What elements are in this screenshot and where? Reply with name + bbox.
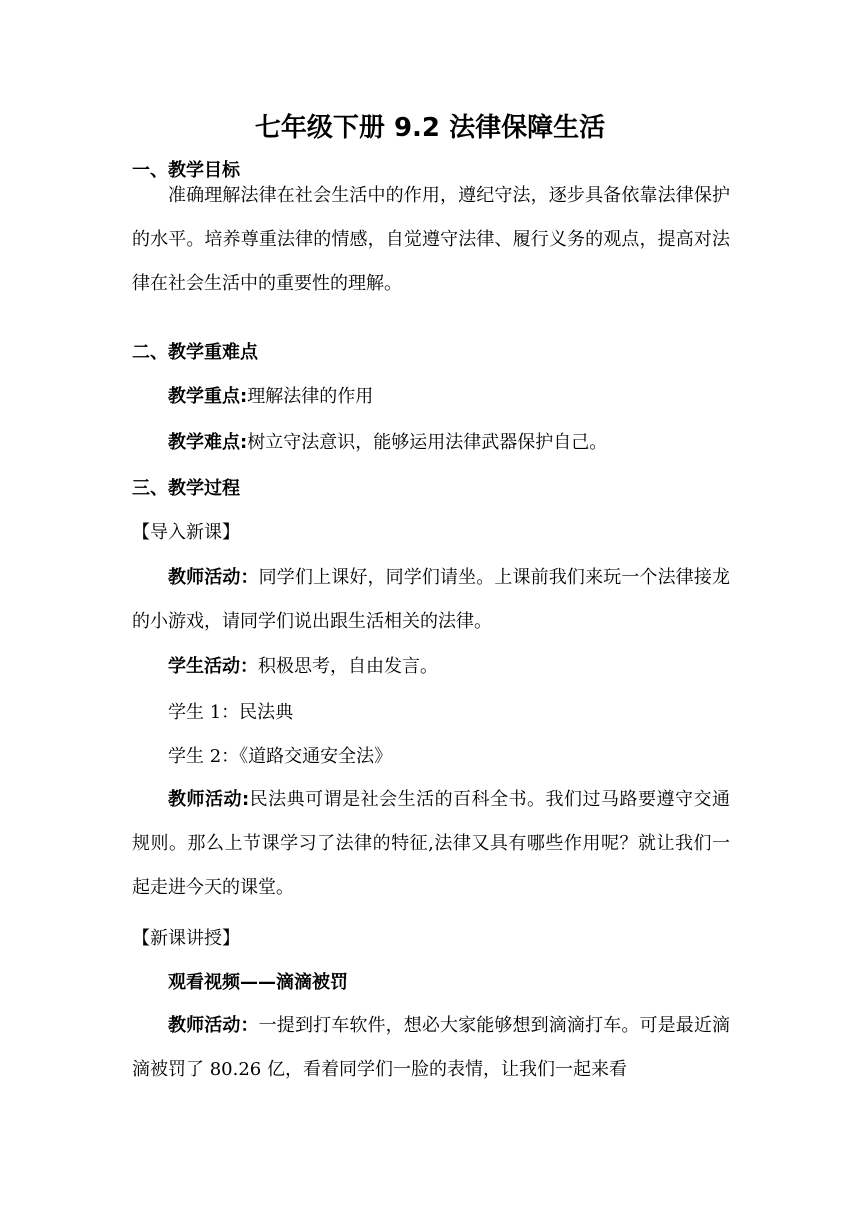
- intro-bracket-heading: 【导入新课】: [132, 522, 240, 543]
- difficult-point-line: [168, 430, 607, 456]
- student-activity-line: [168, 654, 438, 680]
- key-point-label: 教学重点:: [168, 386, 248, 407]
- teacher-activity-2-label: 教师活动:: [168, 789, 250, 810]
- difficult-point-label: 教学难点:: [168, 432, 248, 453]
- section-heading-teaching-process: 三、教学过程: [132, 478, 240, 499]
- video-heading: 观看视频——滴滴被罚: [168, 972, 348, 993]
- teacher-activity-1-label: 教师活动：: [168, 567, 259, 588]
- student-1-line: 学生 1：民法典: [168, 702, 294, 723]
- teacher-activity-2-paragraph: [132, 778, 730, 910]
- teacher-activity-2-text: 民法典可谓是社会生活的百科全书。我们过马路要遵守交通规则。那么上节课学习了法律的特征,法律又具有哪些作用呢？就让我们一起走进今天的课堂。: [132, 789, 730, 898]
- teaching-goals-paragraph: 准确理解法律在社会生活中的作用，遵纪守法，逐步具备依靠法律保护的水平。培养尊重法律的情感，自觉遵守法律、履行义务的观点，提高对法律在社会生活中的重要性的理解。: [132, 185, 730, 294]
- teacher-activity-1-text: 同学们上课好，同学们请坐。上课前我们来玩一个法律接龙的小游戏，请同学们说出跟生活相关的法律。: [132, 567, 731, 632]
- new-lesson-bracket-heading: 【新课讲授】: [132, 928, 240, 949]
- teacher-activity-1-paragraph: [132, 556, 730, 644]
- teacher-activity-3-paragraph: [132, 1004, 730, 1092]
- document-title: 七年级下册 9.2 法律保障生活: [254, 113, 606, 143]
- teacher-activity-3-label: 教师活动：: [168, 1015, 259, 1036]
- teacher-activity-3-text: 一提到打车软件，想必大家能够想到滴滴打车。可是最近滴滴被罚了 80.26 亿，看着同学们一脸的表情，让我们一起来看: [132, 1015, 731, 1080]
- student-activity-label: 学生活动：: [168, 656, 258, 677]
- student-activity-text: 积极思考，自由发言。: [258, 656, 438, 677]
- key-point-text: 理解法律的作用: [247, 386, 374, 407]
- section-heading-teaching-goals: 一、教学目标: [132, 160, 240, 181]
- key-point-line: [168, 384, 373, 410]
- section-heading-key-points: 二、教学重难点: [132, 342, 258, 363]
- difficult-point-text: 树立守法意识，能够运用法律武器保护自己。: [247, 432, 608, 453]
- student-2-line: 学生 2：《道路交通安全法》: [168, 746, 393, 767]
